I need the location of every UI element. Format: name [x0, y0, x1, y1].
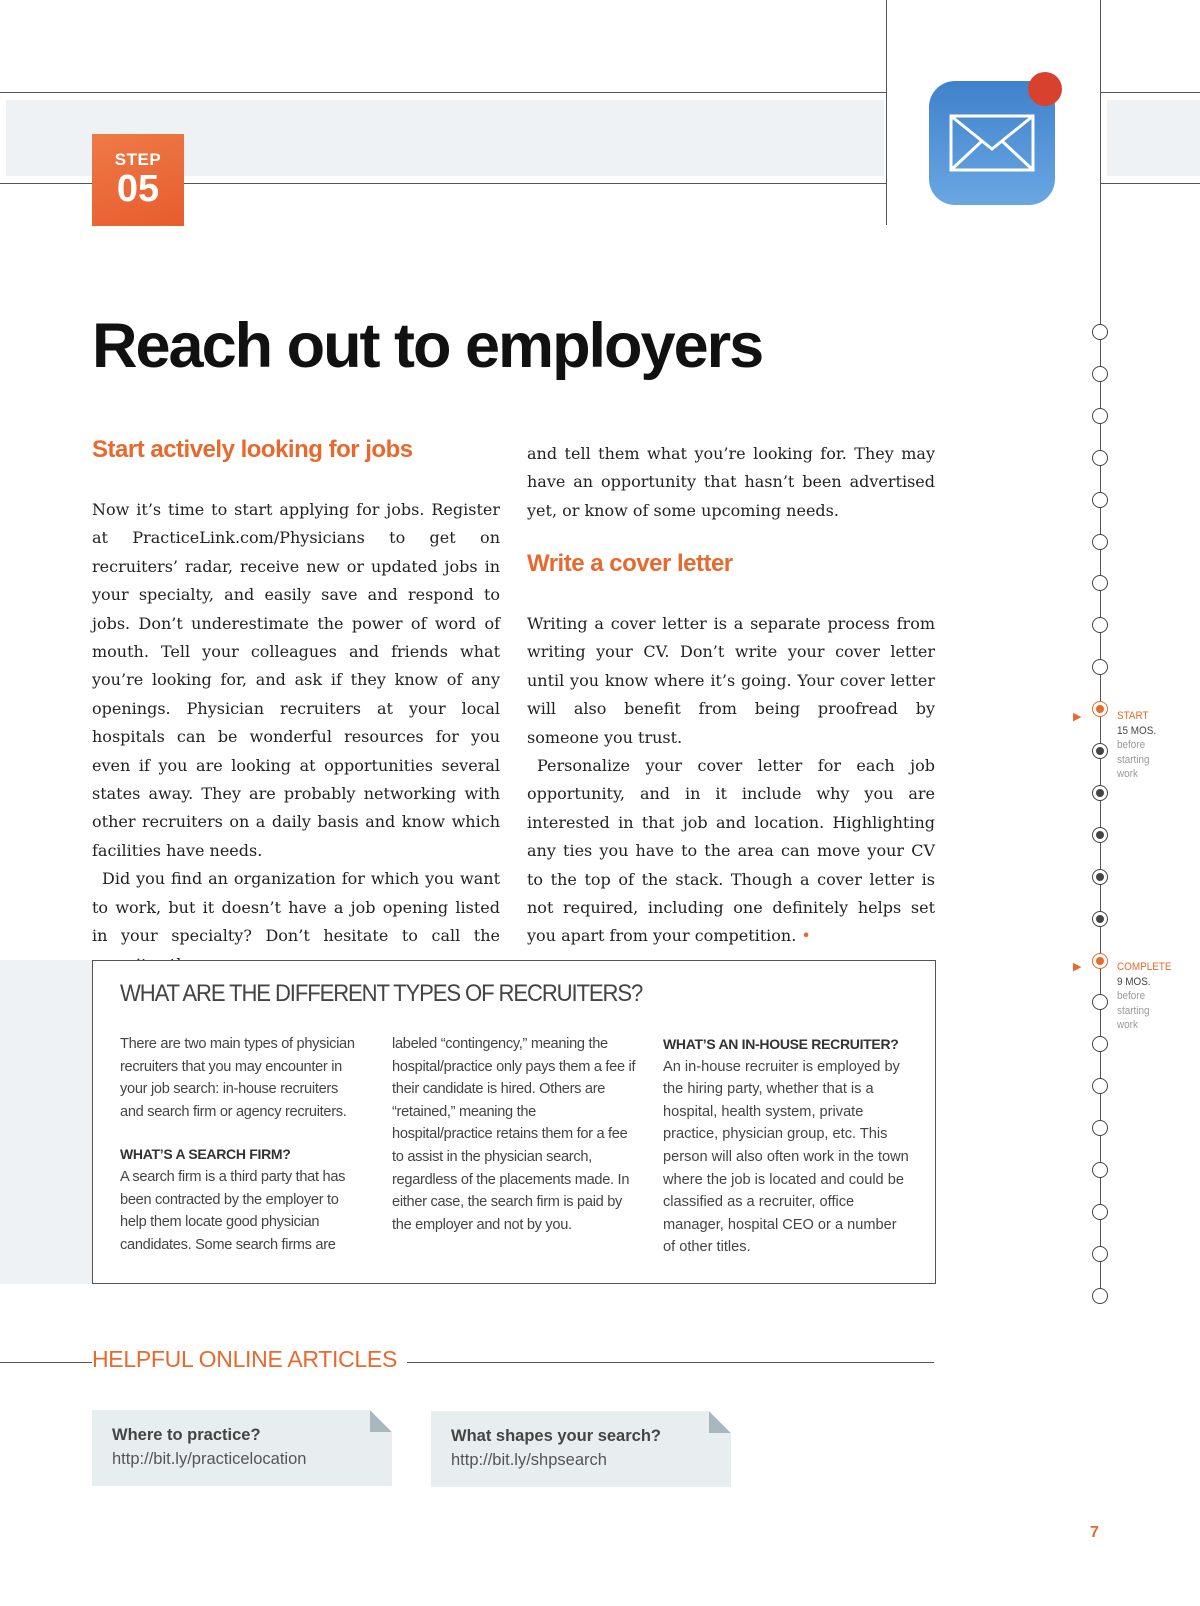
- header-bottom-rule-right: [1100, 183, 1200, 184]
- start-note-2: starting: [1117, 753, 1150, 766]
- page-title: Reach out to employers: [92, 311, 763, 381]
- search-firm-text-continued: labeled “contingency,” meaning the hospital/practice only pays them a fee if their candidate is hired. Others are “retained,” meaning the hospital/practice retains them for a fee to assist in the physician search, regardless of the placements made. In either case, the search firm is paid by the employer and not by you.: [392, 1036, 636, 1233]
- step-word: STEP: [114, 150, 162, 169]
- step-badge: [92, 134, 184, 226]
- timeline-node: [1092, 1162, 1108, 1178]
- timeline-node: [1092, 1078, 1108, 1094]
- complete-note-3: work: [1117, 1019, 1138, 1031]
- timeline-complete-label: [1117, 960, 1171, 1033]
- timeline-node: [1092, 869, 1108, 885]
- timeline-node: [1092, 534, 1108, 550]
- start-note-1: before: [1117, 739, 1146, 751]
- jobs-paragraph-2-part: Did you find an organization for which you want to work, but it doesn’t have a job opening listed in your specialty? Don’t hesitate to call the: [92, 869, 500, 946]
- recruiters-col-3: [663, 1033, 909, 1259]
- complete-note-1: before: [1117, 990, 1146, 1002]
- recruiters-col-1: [120, 1033, 365, 1256]
- column-right: [527, 610, 935, 951]
- box-side-band: [0, 960, 93, 1284]
- article-link[interactable]: http://bit.ly/shpsearch: [451, 1451, 607, 1469]
- timeline-node: [1092, 1288, 1108, 1304]
- start-note-3: work: [1117, 768, 1138, 780]
- timeline-node: [1092, 1246, 1108, 1262]
- complete-note-2: starting: [1117, 1004, 1150, 1017]
- timeline-node: [1092, 827, 1108, 843]
- header-divider: [886, 0, 887, 225]
- section-heading-jobs: Start actively looking for jobs: [92, 436, 413, 463]
- header-divider-right: [1100, 0, 1101, 225]
- header-top-rule-right: [1100, 92, 1200, 93]
- notification-badge-icon: [1028, 72, 1062, 106]
- article-title: Where to practice?: [112, 1426, 261, 1444]
- start-label: START: [1117, 710, 1149, 722]
- article-card-1[interactable]: [92, 1410, 392, 1486]
- in-house-text: An in-house recruiter is employed by the hiring party, whether that is a hospital, health system, private practice, physician group, etc. This person will also often work in the town where the job is located and could be classified as a recruiter, office manager, hospital CEO or a number of other titles.: [663, 1058, 909, 1256]
- complete-value: 9 MOS.: [1117, 975, 1151, 988]
- timeline-node: [1092, 785, 1108, 801]
- cover-paragraph-1: Writing a cover letter is a separate process from writing your CV. Don’t write your cover letter until you know where it’s going. Your cover letter will also benefit from being proofread by someone you trust.: [527, 614, 935, 747]
- article-card-2[interactable]: [431, 1411, 731, 1487]
- timeline-node: [1092, 1204, 1108, 1220]
- header-top-rule: [0, 92, 886, 93]
- timeline-node: [1092, 575, 1108, 591]
- timeline-node: [1092, 994, 1108, 1010]
- helpful-heading: HELPFUL ONLINE ARTICLES: [92, 1346, 407, 1373]
- cover-paragraph-2-text: Personalize your cover letter for each job opportunity, and in it include why you are interested in that job and location. Highlighting any ties you have to the area can move your CV to the top of the stack. Though a cover letter is not required, including one definitely helps set you apart from your competition.: [527, 756, 935, 946]
- cover-paragraph-2: [527, 752, 935, 951]
- timeline-start-label: [1117, 709, 1156, 782]
- complete-label: COMPLETE: [1117, 961, 1172, 973]
- timeline-node: [1092, 617, 1108, 633]
- jobs-paragraph-1: Now it’s time to start applying for jobs. Register at PracticeLink.com/Physicians to get on recruiters’ radar, receive new or updated jobs in your specialty, and easily save and respond to jobs. Don’t underestimate the power of word of mouth. Tell your colleagues and friends what you’re looking for, and ask if they know of any openings. Physician recruiters at your local hospitals can be wonderful resources for you even if you are looking at opportunities several states away. They are probably networking with other recruiters on a daily basis and know which facilities have needs.: [92, 500, 500, 860]
- timeline-node: [1092, 743, 1108, 759]
- timeline-node: [1092, 659, 1108, 675]
- search-firm-heading: WHAT’S A SEARCH FIRM?: [120, 1146, 291, 1163]
- page-number: 7: [1090, 1524, 1099, 1541]
- recruiters-col-2: [392, 1033, 637, 1236]
- header-band-right: [1107, 100, 1200, 176]
- search-firm-text-part: A search firm is a third party that has been contracted by the employer to help them locate good physician candidates. Some search firms are: [120, 1168, 346, 1253]
- jobs-paragraph-2-continued: and tell them what you’re looking for. They may have an opportunity that hasn’t been advertised yet, or know of some upcoming needs.: [527, 444, 935, 520]
- step-number: 05: [116, 168, 160, 210]
- timeline-node: [1092, 1120, 1108, 1136]
- start-arrow-icon: ▶: [1073, 711, 1082, 723]
- recruiters-intro: There are two main types of physician recruiters that you may encounter in your job search: in-house recruiters and search firm or agency recruiters.: [120, 1036, 355, 1120]
- article-link[interactable]: http://bit.ly/practicelocation: [112, 1450, 307, 1468]
- timeline-node: [1092, 911, 1108, 927]
- end-mark: •: [801, 926, 811, 946]
- timeline-node: [1092, 953, 1108, 969]
- in-house-heading: WHAT’S AN IN-HOUSE RECRUITER?: [663, 1036, 899, 1052]
- timeline-node: [1092, 366, 1108, 382]
- timeline-node: [1092, 492, 1108, 508]
- section-heading-cover-letter: Write a cover letter: [527, 550, 733, 577]
- timeline-node: [1092, 701, 1108, 717]
- timeline-line: [1100, 225, 1101, 1300]
- start-value: 15 MOS.: [1117, 724, 1157, 737]
- timeline-node: [1092, 1036, 1108, 1052]
- page-fold-shade: [709, 1411, 731, 1433]
- article-title: What shapes your search?: [451, 1427, 661, 1445]
- column-right-continuation: [527, 440, 935, 525]
- column-left: [92, 496, 500, 946]
- timeline-node: [1092, 408, 1108, 424]
- timeline-node: [1092, 450, 1108, 466]
- timeline-node: [1092, 324, 1108, 340]
- complete-arrow-icon: ▶: [1073, 961, 1082, 973]
- page-fold-shade: [370, 1410, 392, 1432]
- recruiters-title: WHAT ARE THE DIFFERENT TYPES OF RECRUITERS?: [120, 980, 643, 1007]
